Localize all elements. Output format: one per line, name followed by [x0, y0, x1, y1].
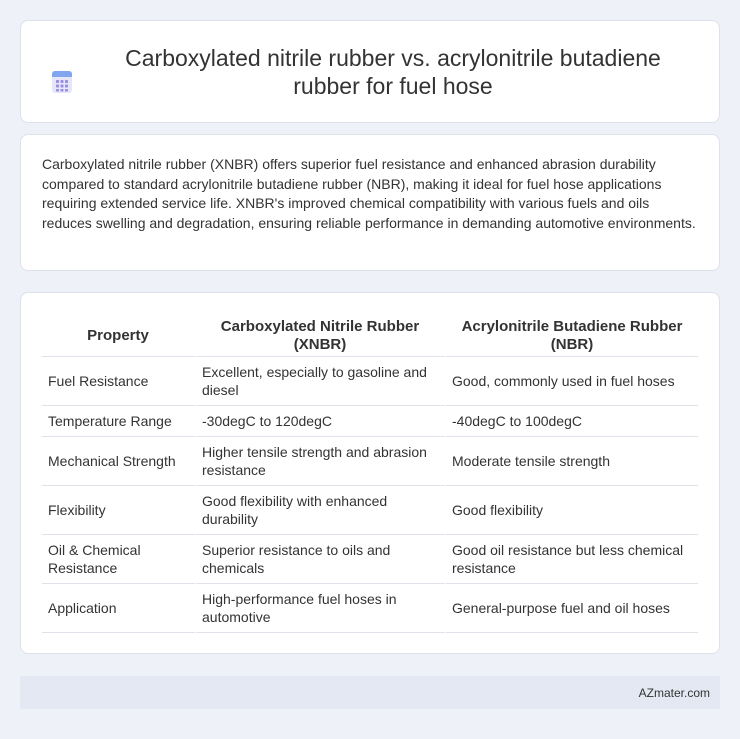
property-cell: Application: [42, 584, 196, 633]
footer-bar: [20, 676, 720, 709]
header-xnbr: Carboxylated Nitrile Rubber (XNBR): [196, 316, 446, 357]
property-cell: Fuel Resistance: [42, 357, 196, 406]
property-cell: Temperature Range: [42, 406, 196, 437]
header-nbr: Acrylonitrile Butadiene Rubber (NBR): [446, 316, 698, 357]
nbr-cell: Good flexibility: [446, 486, 698, 535]
xnbr-cell: Good flexibility with enhanced durability: [196, 486, 446, 535]
nbr-cell: General-purpose fuel and oil hoses: [446, 584, 698, 633]
xnbr-cell: Excellent, especially to gasoline and diesel: [196, 357, 446, 406]
xnbr-cell: Superior resistance to oils and chemicals: [196, 535, 446, 584]
table-row: [42, 584, 698, 633]
page-title: Carboxylated nitrile rubber vs. acrylonitrile butadiene rubber for fuel hose: [125, 44, 661, 99]
table-row: [42, 406, 698, 437]
table-row: [42, 357, 698, 406]
table-row: [42, 437, 698, 486]
nbr-cell: Good oil resistance but less chemical resistance: [446, 535, 698, 584]
footer-brand: AZmater.com: [638, 685, 710, 700]
title-wrap: [50, 44, 690, 100]
comparison-table: [42, 316, 698, 633]
xnbr-cell: -30degC to 120degC: [196, 406, 446, 437]
nbr-cell: Moderate tensile strength: [446, 437, 698, 486]
table-header-row: [42, 316, 698, 357]
table-row: [42, 535, 698, 584]
property-cell: Oil & Chemical Resistance: [42, 535, 196, 584]
property-cell: Mechanical Strength: [42, 437, 196, 486]
xnbr-cell: High-performance fuel hoses in automotive: [196, 584, 446, 633]
xnbr-cell: Higher tensile strength and abrasion resistance: [196, 437, 446, 486]
title-card: [20, 20, 720, 123]
description-card: [20, 134, 720, 271]
comparison-table-card: [20, 292, 720, 654]
table-row: [42, 486, 698, 535]
calculator-icon: [50, 70, 74, 94]
header-property: Property: [42, 316, 196, 357]
property-cell: Flexibility: [42, 486, 196, 535]
nbr-cell: Good, commonly used in fuel hoses: [446, 357, 698, 406]
description-text: Carboxylated nitrile rubber (XNBR) offers superior fuel resistance and enhanced abrasion durability compared to standard acrylonitrile butadiene rubber (NBR), making it ideal for fuel hose applications requiring extended service life. XNBR's improved chemical compatibility with various fuels and oils reduces swelling and degradation, ensuring reliable performance in demanding automotive environments.: [42, 156, 696, 231]
nbr-cell: -40degC to 100degC: [446, 406, 698, 437]
